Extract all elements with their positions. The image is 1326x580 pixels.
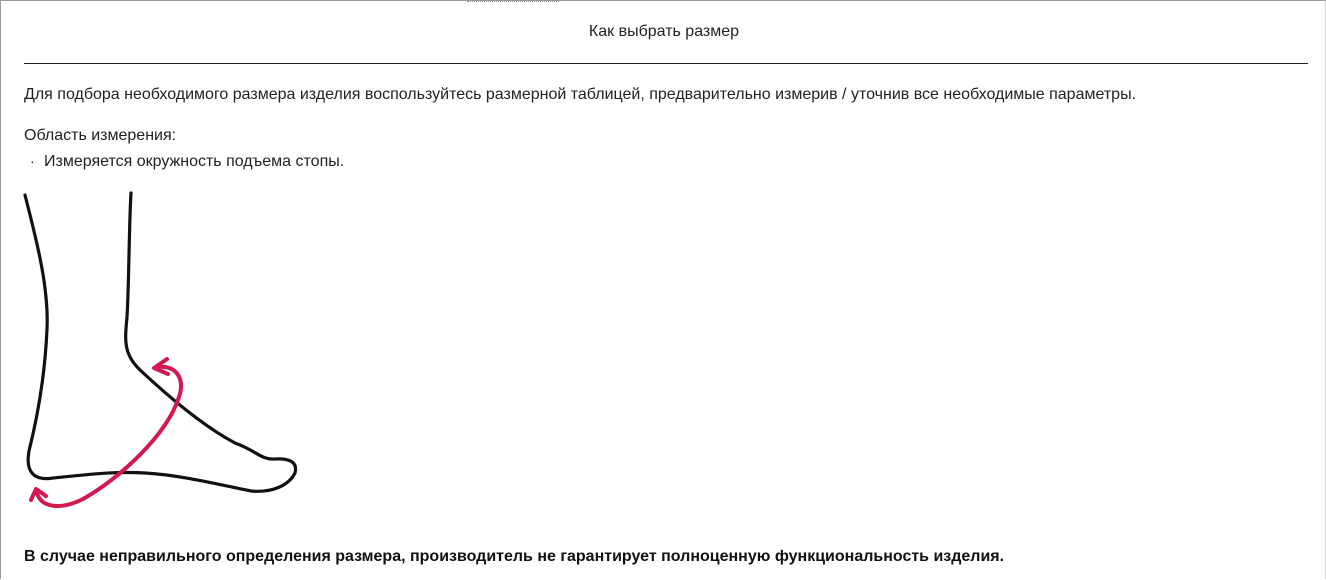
intro-text: Для подбора необходимого размера изделия воспользуйтесь размерной таблицей, предварительно измерив / уточнив все необходимые параметры.	[24, 86, 1137, 103]
foot-instep-measurement-icon	[21, 189, 311, 519]
measurement-area-label: Область измерения:	[24, 127, 177, 144]
foot-diagram	[21, 189, 311, 519]
bullet-marker: ·	[30, 153, 35, 169]
modal-title: Как выбрать размер	[588, 23, 740, 40]
foot-outline-back	[25, 193, 296, 491]
title-divider	[24, 63, 1308, 64]
measurement-list-item	[30, 151, 344, 172]
cropped-top-edge	[467, 1, 559, 5]
warning-text: В случае неправильного определения размера, производитель не гарантирует полноценную функциональность изделия.	[24, 548, 1005, 565]
measurement-item-text: Измеряется окружность подъема стопы.	[44, 153, 345, 170]
